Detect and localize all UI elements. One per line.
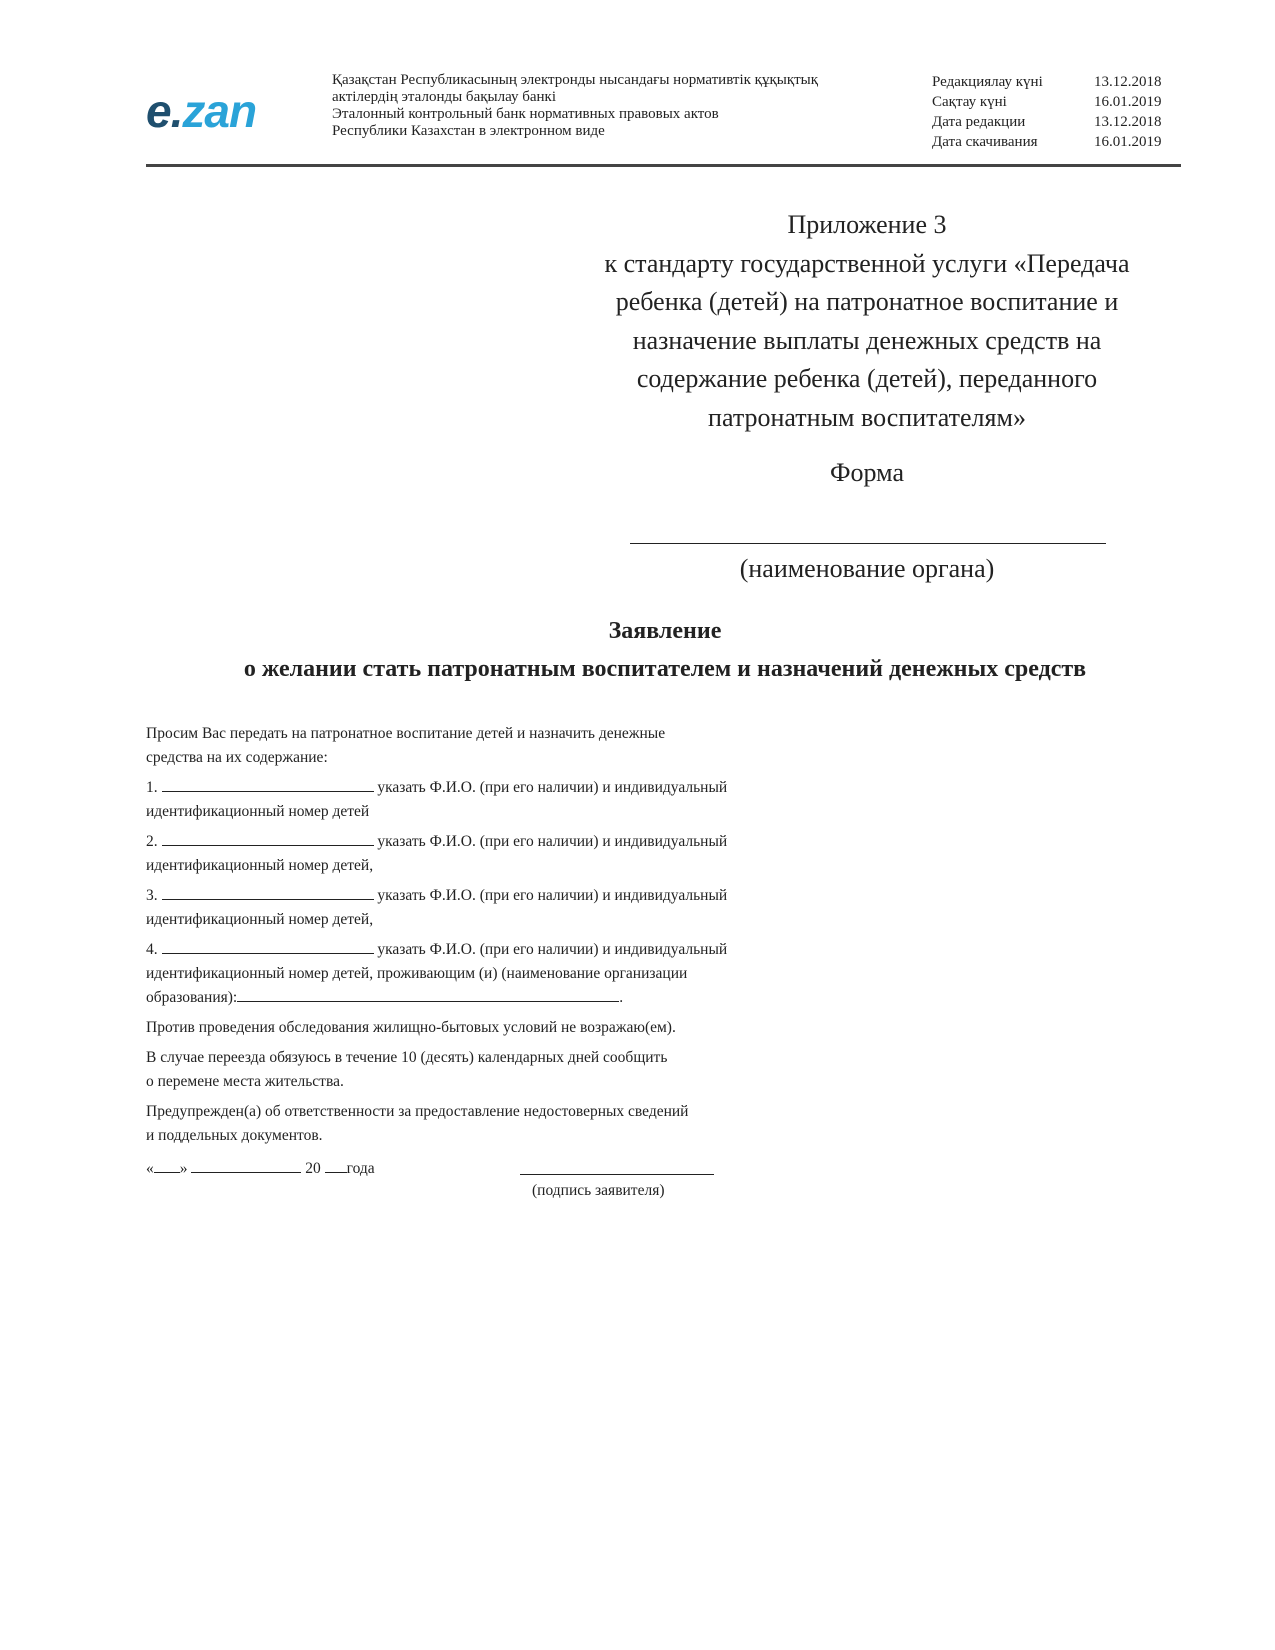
- item-number: 4.: [146, 941, 158, 958]
- date-value: 13.12.2018: [1094, 114, 1162, 130]
- child-item-3: [146, 884, 866, 932]
- item-text-cont: идентификационный номер детей,: [146, 857, 374, 874]
- bank-line: Қазақстан Республикасының электронды нысандағы нормативтік құқықтық: [332, 72, 819, 88]
- document-header: [146, 66, 1179, 166]
- item-number: 2.: [146, 833, 158, 850]
- date-row: [932, 92, 1174, 112]
- item-end: .: [619, 989, 624, 1006]
- month-blank: [191, 1158, 301, 1173]
- logo-dot: .: [170, 85, 183, 137]
- bank-line: актілердің эталонды бақылау банкі: [332, 89, 556, 105]
- signature-caption: (подпись заявителя): [532, 1182, 665, 1199]
- application-title: [130, 612, 1200, 688]
- child-item-2: [146, 830, 866, 878]
- organ-caption: (наименование органа): [739, 554, 995, 583]
- day-blank: [154, 1158, 180, 1173]
- date-label: Дата скачивания: [932, 134, 1038, 150]
- header-divider: [146, 164, 1181, 167]
- date-row: [932, 112, 1174, 132]
- text-line: Просим Вас передать на патронатное воспитание детей и назначить денежные: [146, 725, 666, 742]
- dates-table: [932, 72, 1174, 152]
- relocation-paragraph: [146, 1046, 866, 1094]
- appendix-line: к стандарту государственной услуги «Передача: [604, 248, 1130, 278]
- logo-e: e: [146, 85, 171, 137]
- appendix-line: патронатным воспитателям»: [708, 402, 1026, 432]
- year-suffix: года: [346, 1160, 375, 1177]
- signature-blank: [520, 1174, 714, 1175]
- appendix-line: ребенка (детей) на патронатное воспитание и: [615, 287, 1119, 316]
- date-line: [146, 1158, 375, 1178]
- warning-paragraph: [146, 1100, 866, 1148]
- date-label: Сақтау күні: [932, 94, 1007, 110]
- child-name-blank: [162, 885, 374, 900]
- date-label: Дата редакции: [932, 114, 1026, 130]
- date-quote-open: «: [146, 1160, 154, 1177]
- text-line: Против проведения обследования жилищно-бытовых условий не возражаю(ем).: [146, 1019, 676, 1036]
- appendix-line: содержание ребенка (детей), переданного: [636, 364, 1098, 393]
- intro-paragraph: [146, 722, 866, 770]
- item-text-cont: идентификационный номер детей: [146, 803, 370, 820]
- appendix-line: назначение выплаты денежных средств на: [632, 325, 1102, 355]
- child-item-4: [146, 938, 866, 1010]
- item-text-cont: идентификационный номер детей, проживающим (и) (наименование организации: [146, 965, 688, 982]
- bank-line: Республики Казахстан в электронном виде: [332, 123, 605, 139]
- logo-zan: zan: [182, 85, 257, 137]
- item-text-cont: идентификационный номер детей,: [146, 911, 374, 928]
- item-number: 1.: [146, 779, 158, 796]
- year-prefix: 20: [305, 1160, 321, 1177]
- date-value: 16.01.2019: [1094, 134, 1162, 150]
- text-line: о перемене места жительства.: [146, 1073, 344, 1090]
- text-line: средства на их содержание:: [146, 749, 328, 766]
- title-line: Заявление: [608, 618, 722, 644]
- text-line: В случае переезда обязуюсь в течение 10 (десять) календарных дней сообщить: [146, 1049, 668, 1066]
- organ-name-blank: [630, 543, 1106, 544]
- date-row: [932, 132, 1174, 152]
- no-objection-paragraph: [146, 1016, 866, 1040]
- item-text: указать Ф.И.О. (при его наличии) и индивидуальный: [377, 941, 728, 958]
- text-line: и поддельных документов.: [146, 1127, 323, 1144]
- date-value: 16.01.2019: [1094, 94, 1162, 110]
- item-number: 3.: [146, 887, 158, 904]
- ezan-logo: [146, 84, 256, 138]
- application-body: [146, 722, 866, 1154]
- year-blank: [325, 1158, 347, 1173]
- appendix-line: Приложение 3: [787, 210, 947, 239]
- bank-description: [332, 72, 818, 140]
- child-name-blank: [162, 777, 374, 792]
- title-line: о желании стать патронатным воспитателем и назначений денежных средств: [243, 656, 1087, 682]
- date-row: [932, 72, 1174, 92]
- child-item-1: [146, 776, 866, 824]
- date-value: 13.12.2018: [1094, 74, 1162, 90]
- date-quote-close: »: [179, 1160, 188, 1177]
- form-label: Форма: [830, 458, 904, 487]
- organization-blank: [237, 987, 619, 1002]
- child-name-blank: [162, 831, 374, 846]
- date-label: Редакциялау күні: [932, 74, 1043, 90]
- item-text-cont: образования):: [146, 989, 238, 1006]
- text-line: Предупрежден(а) об ответственности за предоставление недостоверных сведений: [146, 1103, 689, 1120]
- item-text: указать Ф.И.О. (при его наличии) и индивидуальный: [377, 779, 728, 796]
- item-text: указать Ф.И.О. (при его наличии) и индивидуальный: [377, 833, 728, 850]
- bank-line: Эталонный контрольный банк нормативных правовых актов: [332, 106, 719, 122]
- item-text: указать Ф.И.О. (при его наличии) и индивидуальный: [377, 887, 728, 904]
- child-name-blank: [162, 939, 374, 954]
- appendix-block: [540, 206, 1194, 437]
